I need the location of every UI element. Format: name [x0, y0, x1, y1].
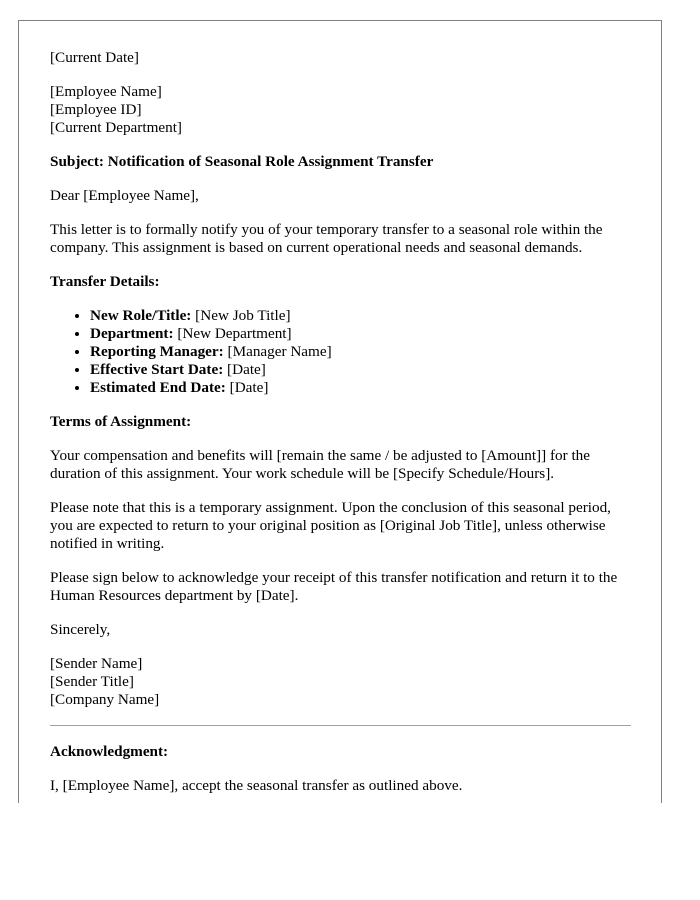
sender-block: [50, 655, 631, 709]
transfer-details-heading: Transfer Details:: [50, 273, 160, 290]
list-item: [90, 361, 631, 379]
acknowledgment-text: I, [Employee Name], accept the seasonal transfer as outlined above.: [50, 777, 463, 794]
acknowledgment-heading: Acknowledgment:: [50, 743, 169, 760]
sender-name: [Sender Name]: [50, 655, 143, 672]
list-item: [90, 343, 631, 361]
detail-value: [New Job Title]: [191, 307, 291, 324]
divider: [50, 725, 631, 726]
recipient-department: [Current Department]: [50, 119, 182, 136]
letter-page: [18, 20, 662, 803]
detail-label: Department:: [90, 325, 174, 342]
terms-paragraph-temporary: Please note that this is a temporary assignment. Upon the conclusion of this seasonal period, you are expected to return to your original position as [Original Job Title], unless otherwise notified in writing.: [50, 499, 611, 552]
list-item: [90, 325, 631, 343]
detail-value: [Date]: [223, 361, 266, 378]
list-item: [90, 379, 631, 397]
recipient-name: [Employee Name]: [50, 83, 162, 100]
closing: Sincerely,: [50, 621, 111, 638]
terms-heading: Terms of Assignment:: [50, 413, 192, 430]
list-item: [90, 307, 631, 325]
subject-line: Subject: Notification of Seasonal Role Assignment Transfer: [50, 153, 434, 170]
recipient-block: [50, 83, 631, 137]
transfer-details-list: [50, 307, 631, 397]
terms-paragraph-compensation: Your compensation and benefits will [remain the same / be adjusted to [Amount]] for the duration of this assignment. Your work schedule will be [Specify Schedule/Hours].: [50, 447, 591, 482]
sender-company: [Company Name]: [50, 691, 160, 708]
detail-value: [Manager Name]: [223, 343, 332, 360]
salutation: Dear [Employee Name],: [50, 187, 199, 204]
current-date: [Current Date]: [50, 49, 139, 66]
sender-title: [Sender Title]: [50, 673, 134, 690]
detail-label: Estimated End Date:: [90, 379, 226, 396]
detail-value: [Date]: [225, 379, 269, 396]
detail-label: Effective Start Date:: [90, 361, 224, 378]
intro-paragraph: This letter is to formally notify you of your temporary transfer to a seasonal role within the company. This assignment is based on current operational needs and seasonal demands.: [50, 221, 603, 256]
detail-value: [New Department]: [173, 325, 292, 342]
terms-paragraph-signature: Please sign below to acknowledge your receipt of this transfer notification and return it to the Human Resources department by [Date].: [50, 569, 618, 604]
recipient-id: [Employee ID]: [50, 101, 142, 118]
detail-label: Reporting Manager:: [90, 343, 224, 360]
detail-label: New Role/Title:: [90, 307, 192, 324]
